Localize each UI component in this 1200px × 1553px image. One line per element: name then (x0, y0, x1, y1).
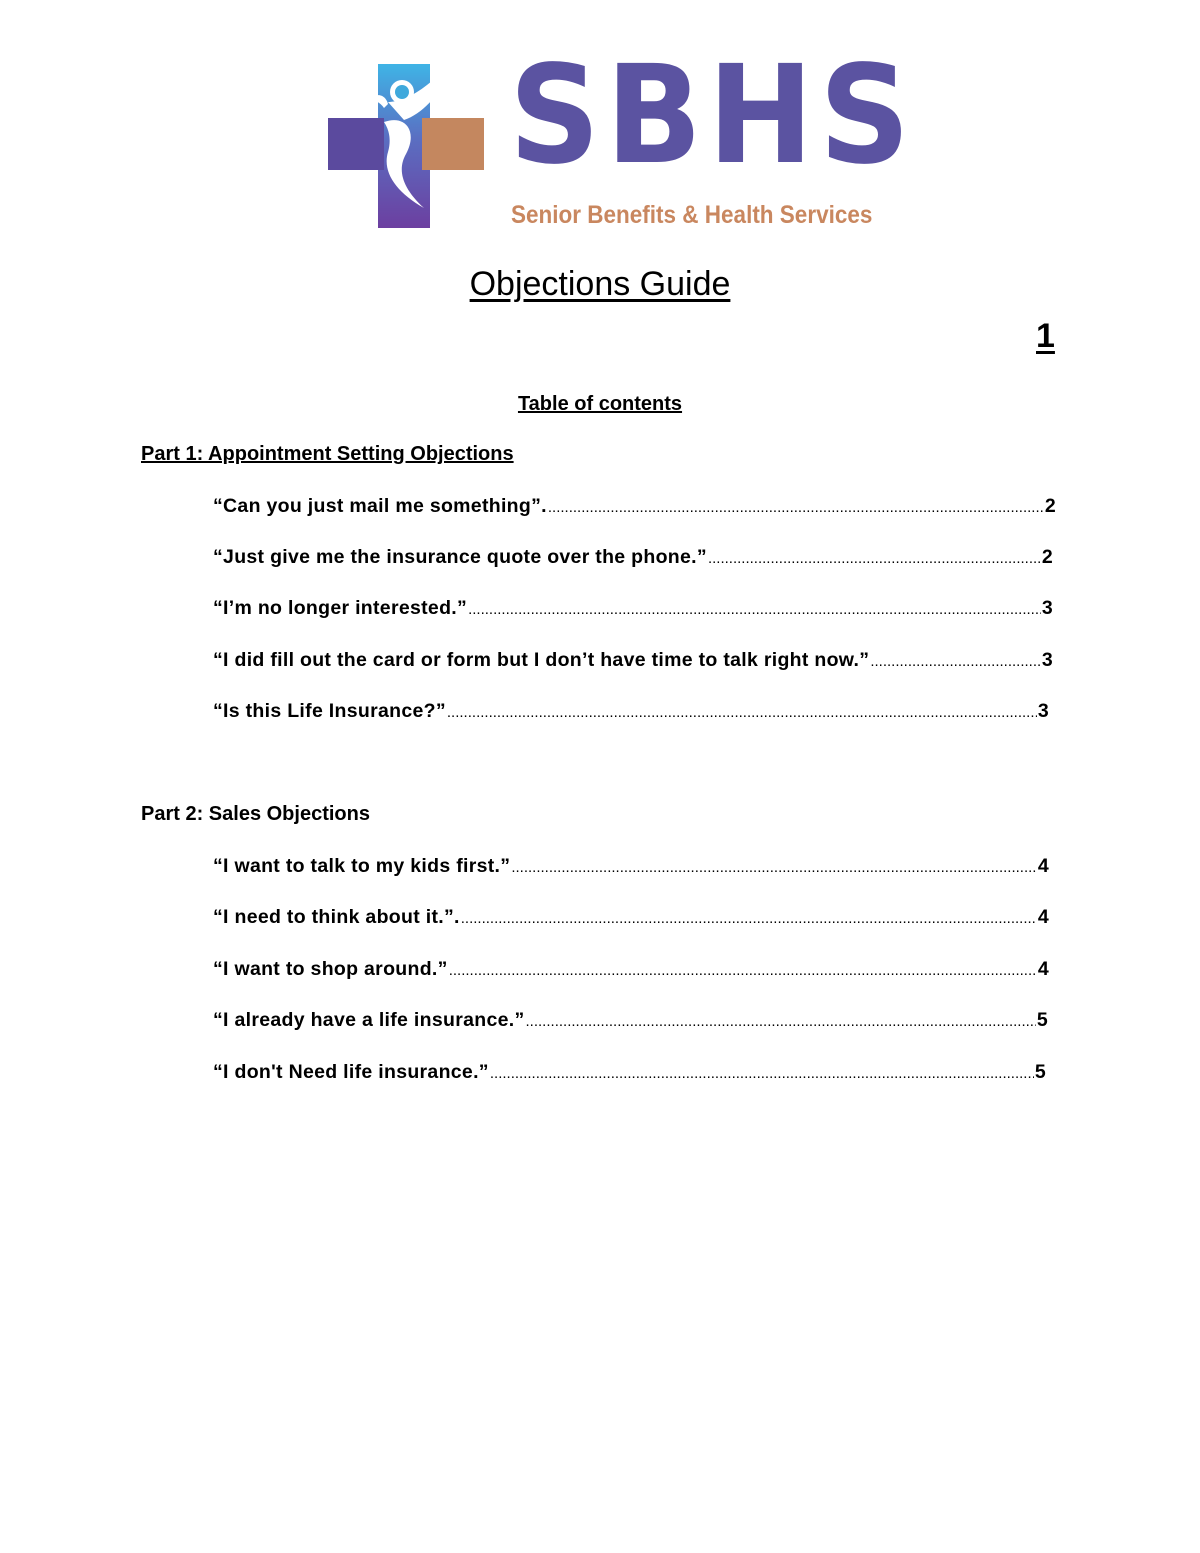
part1-heading: Part 1: Appointment Setting Objections (141, 443, 514, 465)
toc-entry-text: “I need to think about it.”. (213, 906, 460, 928)
document-title: Objections Guide (469, 265, 731, 303)
toc-entry-page: 3 (1041, 649, 1053, 671)
logo-wordmark: SBHS (509, 37, 916, 195)
toc-entry-page: 4 (1037, 906, 1049, 928)
toc-entry-page: 3 (1041, 597, 1053, 619)
toc-entry-page: 5 (1034, 1061, 1046, 1083)
page-number: 1 (1036, 317, 1055, 355)
toc-entry-text: “I did fill out the card or form but I don’t have time to talk right now.” (213, 649, 870, 671)
toc-entry (213, 698, 1049, 726)
medical-cross-icon (326, 62, 496, 232)
toc-heading: Table of contents (517, 393, 683, 415)
toc-entry-text: “Can you just mail me something”. (213, 495, 547, 517)
toc-entry (213, 595, 1053, 623)
toc-entry-page: 4 (1037, 855, 1049, 877)
toc-entry-page: 2 (1041, 546, 1053, 568)
toc-entry-text: “I already have a life insurance.” (213, 1009, 525, 1031)
toc-entry-page: 3 (1037, 700, 1049, 722)
toc-entry (213, 544, 1053, 572)
toc-entry-text: “I want to shop around.” (213, 958, 448, 980)
sbhs-logo (326, 37, 916, 232)
toc-entry (213, 647, 1053, 675)
toc-entry-text: “Is this Life Insurance?” (213, 700, 446, 722)
toc-entry-text: “Just give me the insurance quote over the phone.” (213, 546, 707, 568)
toc-entry-page: 5 (1036, 1009, 1048, 1031)
toc-entry (213, 1059, 1046, 1087)
toc-entry (213, 853, 1049, 881)
toc-entry-text: “I don't Need life insurance.” (213, 1061, 489, 1083)
toc-entry-text: “I’m no longer interested.” (213, 597, 468, 619)
logo-tagline: Senior Benefits & Health Services (511, 201, 873, 229)
toc-entry (213, 493, 1056, 521)
toc-entry (213, 1007, 1048, 1035)
toc-entry (213, 956, 1049, 984)
toc-entry-page: 4 (1037, 958, 1049, 980)
toc-entry-page: 2 (1044, 495, 1056, 517)
toc-entry-text: “I want to talk to my kids first.” (213, 855, 511, 877)
toc-entry (213, 904, 1049, 932)
part2-heading: Part 2: Sales Objections (141, 803, 370, 825)
